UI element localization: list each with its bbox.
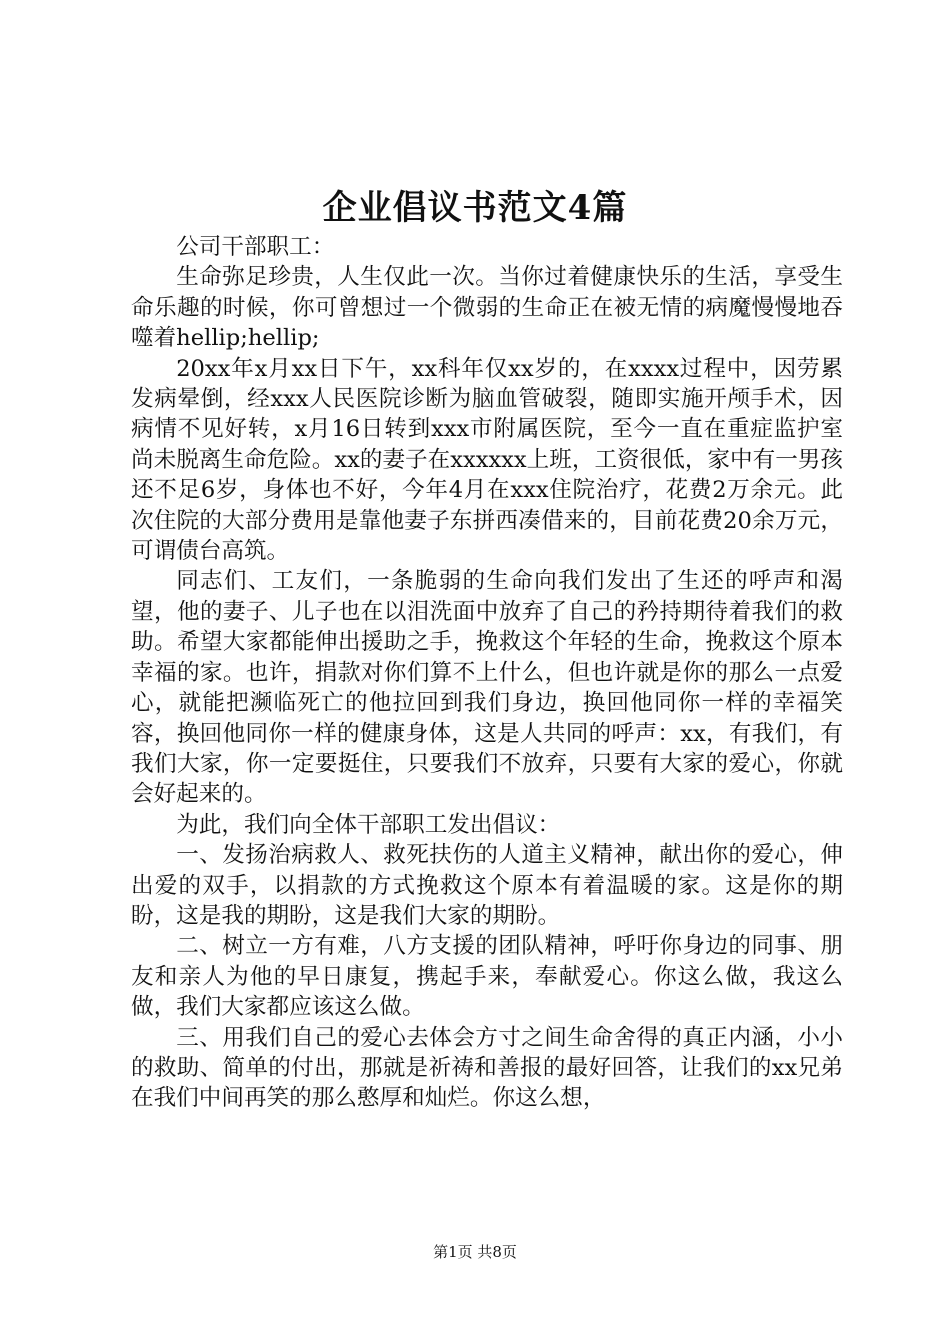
document-body: [131, 232, 843, 1114]
proposal-item-1: 一、发扬治病救人、救死扶伤的人道主义精神，献出你的爱心，伸出爱的双手，以捐款的方式挽救这个原本有着温暖的家。这是你的期盼，这是我的期盼，这是我们大家的期盼。: [131, 842, 843, 929]
document-title: 企业倡议书范文4篇: [322, 188, 628, 228]
proposal-item-3: 三、用我们自己的爱心去体会方寸之间生命舍得的真正内涵，小小的救助、简单的付出，那就是祈祷和善报的最好回答，让我们的xx兄弟在我们中间再笑的那么憨厚和灿烂。你这么想，: [131, 1024, 843, 1112]
body-paragraph: 生命弥足珍贵，人生仅此一次。当你过着健康快乐的生活，享受生命乐趣的时候，你可曾想过一个微弱的生命正在被无情的病魔慢慢地吞噬着hellip;hellip;: [131, 264, 843, 352]
body-paragraph: 20xx年x月xx日下午，xx科年仅xx岁的，在xxxx过程中，因劳累发病晕倒，经xxx人民医院诊断为脑血管破裂，随即实施开颅手术，因病情不见好转，x月16日转到xxx市附属医院，至今一直在重症监护室尚未脱离生命危险。xx的妻子在xxxxxx上班，工资很低，家中有一男孩还不足6岁，身体也不好，今年4月在xxx住院治疗，花费2万余元。此次住院的大部分费用是靠他妻子东拼西凑借来的，目前花费20余万元，可谓债台高筑。: [131, 355, 843, 565]
proposal-item-2: 二、树立一方有难，八方支援的团队精神，呼吁你身边的同事、朋友和亲人为他的早日康复，携起手来，奉献爱心。你这么做，我这么做，我们大家都应该这么做。: [131, 933, 843, 1021]
body-paragraph: 同志们、工友们，一条脆弱的生命向我们发出了生还的呼声和渴望，他的妻子、儿子也在以泪洗面中放弃了自己的矜持期待着我们的救助。希望大家都能伸出援助之手，挽救这个年轻的生命，挽救这个原本幸福的家。也许，捐款对你们算不上什么，但也许就是你的那么一点爱心，就能把濒临死亡的他拉回到我们身边，换回他同你一样的幸福笑容，换回他同你一样的健康身体，这是人共同的呼声：xx，有我们，有我们大家，你一定要挺住，只要我们不放弃，只要有大家的爱心，你就会好起来的。: [131, 568, 843, 808]
salutation-paragraph: 公司干部职工：: [176, 234, 335, 260]
body-paragraph: 为此，我们向全体干部职工发出倡议：: [176, 811, 561, 838]
page-number-footer: 第1页 共8页: [433, 1243, 517, 1261]
